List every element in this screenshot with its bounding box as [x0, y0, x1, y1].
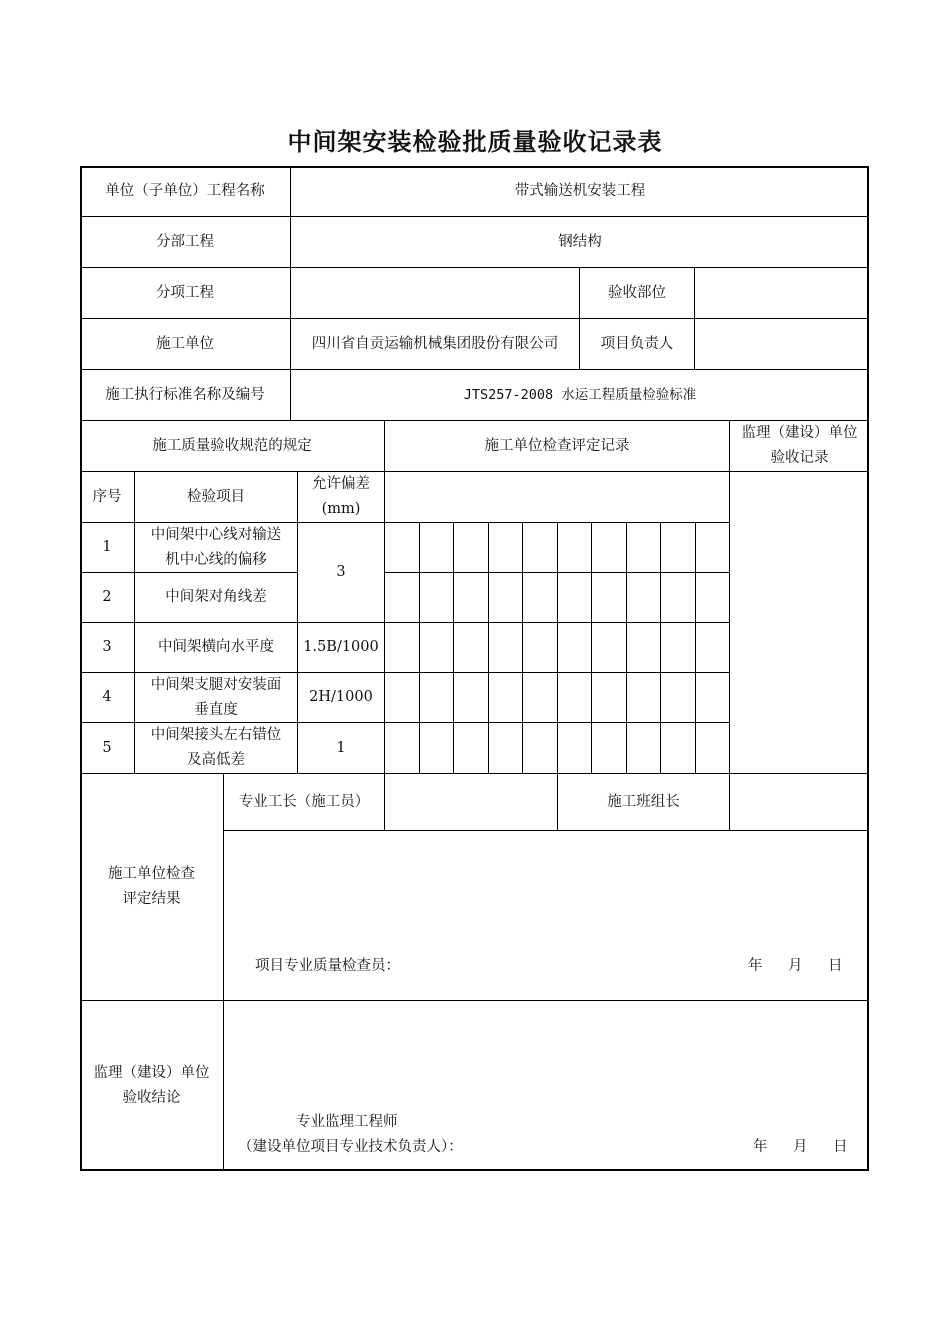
owner-tech-lead-label: （建设单位项目专业技术负责人）：	[238, 1139, 463, 1155]
item-no: 4	[80, 673, 135, 723]
measurement-cell	[558, 673, 593, 723]
foreman-value	[385, 774, 558, 831]
contractor-record-header: 施工单位检查评定记录	[385, 421, 730, 472]
measurement-cell	[592, 623, 627, 673]
measurement-cell	[454, 723, 489, 774]
measurement-cell	[592, 523, 627, 573]
measurement-cell	[592, 573, 627, 623]
measurement-cell	[454, 573, 489, 623]
measurement-cell	[661, 623, 696, 673]
project-manager-value	[695, 319, 869, 370]
item-tolerance: 1	[298, 723, 385, 774]
project-name-label: 单位（子单位）工程名称	[80, 166, 291, 217]
measurement-cell	[385, 573, 420, 623]
supervisor-engineer-label: 专业监理工程师	[296, 1114, 398, 1130]
measurement-cell	[523, 573, 558, 623]
item-name-line1: 中间架接头左右错位	[150, 727, 282, 743]
measurement-cell	[661, 723, 696, 774]
contractor-result-line2: 评定结果	[122, 891, 181, 907]
supervisor-conclusion-label	[80, 1001, 224, 1171]
project-manager-label: 项目负责人	[580, 319, 695, 370]
measurement-cell	[696, 573, 731, 623]
measurement-cell	[489, 523, 524, 573]
measurement-cell	[627, 523, 662, 573]
measurement-cell	[627, 673, 662, 723]
item-no: 3	[80, 623, 135, 673]
acceptance-part-label: 验收部位	[580, 268, 695, 319]
item-name-line2: 垂直度	[194, 701, 238, 718]
item-name	[135, 723, 298, 774]
measurement-cell	[592, 723, 627, 774]
contractor-label: 施工单位	[80, 319, 291, 370]
measurement-cell	[696, 523, 731, 573]
supervisor-conclusion-line1: 监理（建设）单位	[93, 1065, 210, 1081]
item-tolerance: 2H/1000	[298, 673, 385, 723]
item-name-line1: 中间架支腿对安装面	[150, 676, 282, 693]
division-value: 钢结构	[291, 217, 869, 268]
supervisor-record-header-line1: 监理（建设）单位	[741, 425, 858, 441]
measurement-cell	[489, 623, 524, 673]
supervisor-conclusion-line2: 验收结论	[122, 1090, 181, 1106]
measurement-cell	[385, 523, 420, 573]
measurement-cell	[523, 723, 558, 774]
date-month: 月	[788, 958, 803, 974]
measurement-cell	[420, 673, 455, 723]
date-year: 年	[748, 958, 763, 974]
contractor-result-line1: 施工单位检查	[108, 866, 195, 882]
measurement-cell	[661, 673, 696, 723]
measurement-cell	[523, 623, 558, 673]
measurement-cell	[523, 673, 558, 723]
item-no: 1	[80, 523, 135, 573]
column-no: 序号	[80, 472, 135, 523]
team-leader-value	[730, 774, 869, 831]
date-day: 日	[833, 1139, 848, 1155]
contractor-result-label	[80, 774, 224, 1001]
measurement-cell	[558, 523, 593, 573]
item-name	[135, 523, 298, 573]
item-name-line2: 机中心线的偏移	[165, 551, 267, 568]
item-name-line2: 及高低差	[187, 752, 245, 768]
measurement-cell	[523, 523, 558, 573]
measurement-cell	[454, 673, 489, 723]
standard-label: 施工执行标准名称及编号	[80, 370, 291, 421]
date-year: 年	[753, 1139, 768, 1155]
record-header-blank	[385, 472, 730, 523]
quality-inspector-label: 项目专业质量检查员：	[255, 958, 400, 974]
column-tolerance-line1: 允许偏差	[312, 476, 370, 492]
measurement-cell	[420, 723, 455, 774]
measurement-cell	[627, 723, 662, 774]
measurement-cell	[489, 573, 524, 623]
measurement-cell	[454, 523, 489, 573]
team-leader-label: 施工班组长	[558, 774, 730, 831]
item-name	[135, 673, 298, 723]
measurement-cell	[489, 673, 524, 723]
measurement-cell	[558, 723, 593, 774]
column-tolerance-line2: (mm)	[321, 501, 361, 517]
measurement-cell	[627, 573, 662, 623]
column-tolerance	[298, 472, 385, 523]
item-no: 2	[80, 573, 135, 623]
measurement-cell	[661, 523, 696, 573]
measurement-cell	[489, 723, 524, 774]
date-month: 月	[793, 1139, 808, 1155]
measurement-cell	[696, 673, 731, 723]
item-tolerance-shared: 3	[298, 523, 385, 623]
item-tolerance: 1.5B/1000	[298, 623, 385, 673]
measurement-cell	[420, 623, 455, 673]
item-name: 中间架横向水平度	[135, 623, 298, 673]
measurement-cell	[627, 623, 662, 673]
measurement-cell	[385, 673, 420, 723]
measurement-cell	[696, 623, 731, 673]
item-no: 5	[80, 723, 135, 774]
supervisor-record-header	[730, 421, 869, 472]
item-name-line1: 中间架中心线对输送	[150, 526, 282, 543]
page-title: 中间架安装检验批质量验收记录表	[287, 127, 663, 156]
item-name: 中间架对角线差	[135, 573, 298, 623]
division-label: 分部工程	[80, 217, 291, 268]
supervisor-record-header-line2: 验收记录	[770, 450, 829, 466]
date-day: 日	[828, 958, 843, 974]
measurement-cell	[420, 523, 455, 573]
contractor-value: 四川省自贡运输机械集团股份有限公司	[291, 319, 580, 370]
subitem-value	[291, 268, 580, 319]
subitem-label: 分项工程	[80, 268, 291, 319]
measurement-cell	[661, 573, 696, 623]
measurement-cell	[420, 573, 455, 623]
measurement-cell	[558, 573, 593, 623]
measurement-cell	[696, 723, 731, 774]
column-item: 检验项目	[135, 472, 298, 523]
supervisor-record-cell	[730, 472, 869, 774]
acceptance-part-value	[695, 268, 869, 319]
project-name-value: 带式输送机安装工程	[291, 166, 869, 217]
measurement-cell	[592, 673, 627, 723]
measurement-cell	[454, 623, 489, 673]
foreman-label: 专业工长（施工员）	[224, 774, 385, 831]
measurement-cell	[385, 723, 420, 774]
measurement-cell	[385, 623, 420, 673]
standard-value: JTS257-2008 水运工程质量检验标准	[291, 370, 869, 421]
measurement-cell	[558, 623, 593, 673]
spec-header: 施工质量验收规范的规定	[80, 421, 385, 472]
